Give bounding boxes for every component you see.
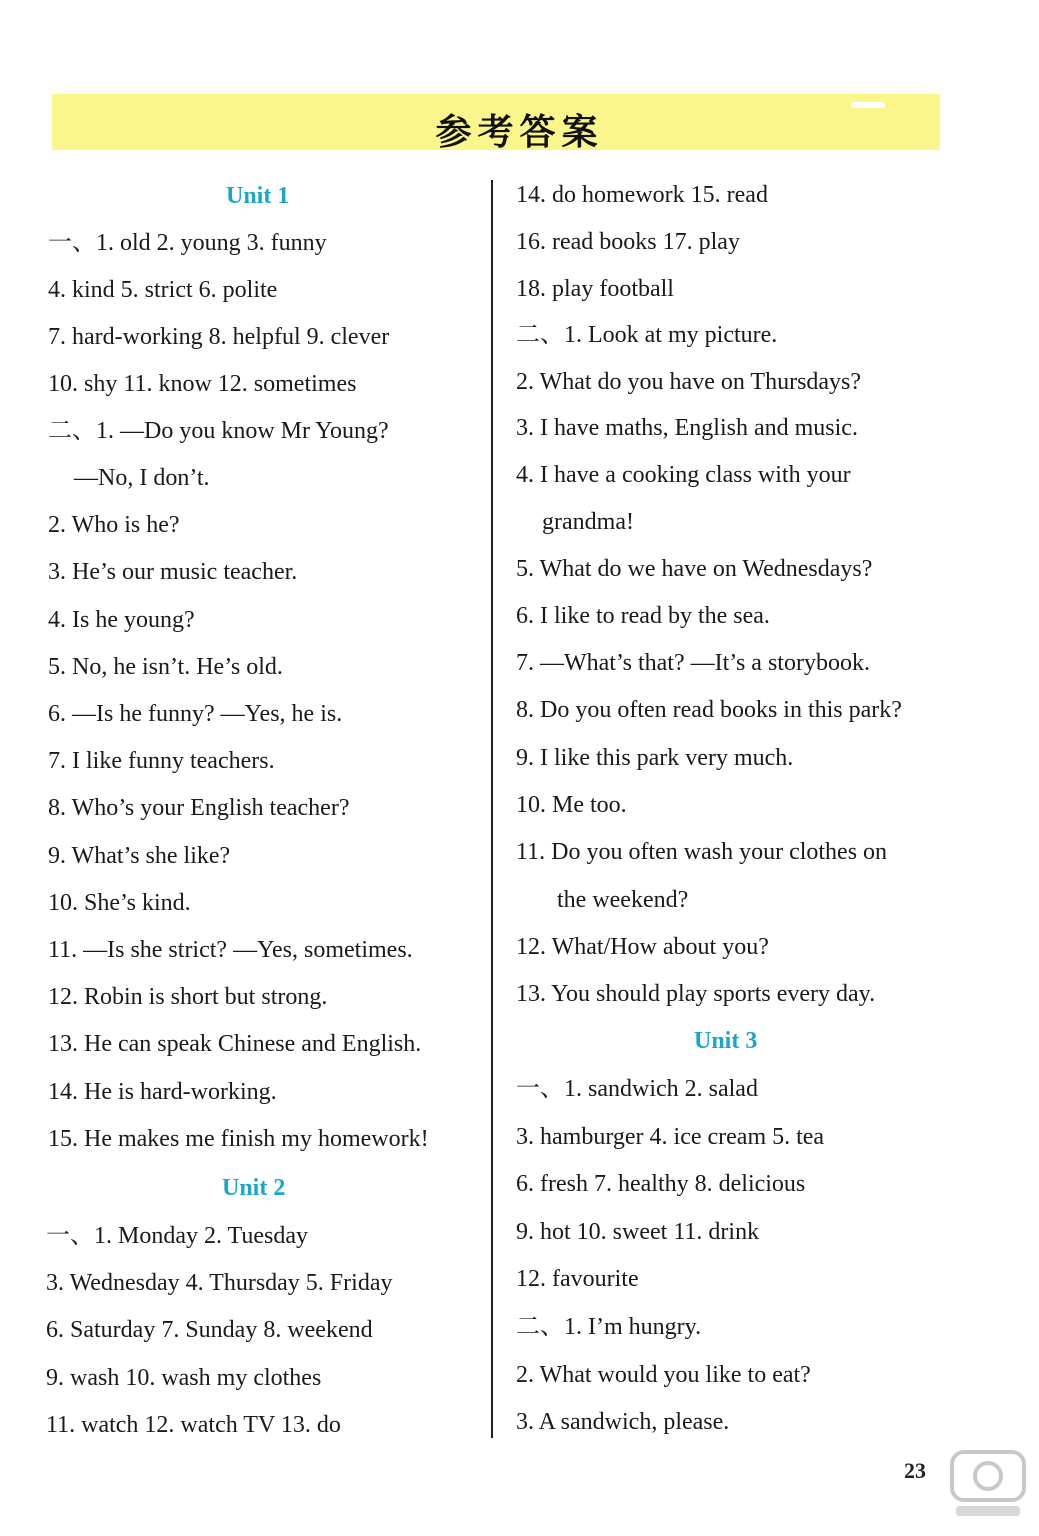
unit-3-heading: Unit 3 <box>694 1028 758 1054</box>
answer-line: 13. You should play sports every day. <box>516 981 876 1007</box>
answer-line: 11. Do you often wash your clothes on <box>516 839 888 865</box>
answer-line: 二、1. Look at my picture. <box>516 322 778 348</box>
answer-line: 一、1. old 2. young 3. funny <box>48 230 327 256</box>
answer-line: 6. Saturday 7. Sunday 8. weekend <box>46 1317 373 1343</box>
answer-line: 二、1. I’m hungry. <box>516 1314 702 1340</box>
answer-line: 14. do homework 15. read <box>516 182 768 208</box>
answer-line: 12. What/How about you? <box>516 934 769 960</box>
answer-line: 4. I have a cooking class with your <box>516 462 851 488</box>
answer-line: 11. —Is she strict? —Yes, sometimes. <box>48 937 413 963</box>
answer-line: 10. shy 11. know 12. sometimes <box>48 371 357 397</box>
answer-line: 6. fresh 7. healthy 8. delicious <box>516 1171 806 1197</box>
answer-line: 3. I have maths, English and music. <box>516 415 858 441</box>
answer-line: —No, I don’t. <box>74 465 210 491</box>
answer-line: 18. play football <box>516 276 674 302</box>
answer-line: 4. Is he young? <box>48 607 195 633</box>
answer-line: 2. What would you like to eat? <box>516 1362 811 1388</box>
answer-line: 15. He makes me finish my homework! <box>48 1126 429 1152</box>
answer-line: 12. Robin is short but strong. <box>48 984 328 1010</box>
answer-line: 3. A sandwich, please. <box>516 1409 730 1435</box>
answer-line: grandma! <box>542 509 634 535</box>
answer-line: 8. Who’s your English teacher? <box>48 795 350 821</box>
answer-line: 9. hot 10. sweet 11. drink <box>516 1219 760 1245</box>
answer-line: 二、1. —Do you know Mr Young? <box>48 418 389 444</box>
answer-line: 5. No, he isn’t. He’s old. <box>48 654 283 680</box>
answer-line: 5. What do we have on Wednesdays? <box>516 556 873 582</box>
answer-line: 6. I like to read by the sea. <box>516 603 770 629</box>
answer-line: 13. He can speak Chinese and English. <box>48 1031 422 1057</box>
answer-line: 一、1. Monday 2. Tuesday <box>46 1223 309 1249</box>
column-divider <box>491 180 493 1438</box>
answer-line: 2. What do you have on Thursdays? <box>516 369 862 395</box>
answer-line: 4. kind 5. strict 6. polite <box>48 277 278 303</box>
answer-line: 9. wash 10. wash my clothes <box>46 1365 322 1391</box>
answer-line: 6. —Is he funny? —Yes, he is. <box>48 701 343 727</box>
answer-line: 10. She’s kind. <box>48 890 191 916</box>
answer-line: 3. Wednesday 4. Thursday 5. Friday <box>46 1270 393 1296</box>
unit-2-heading: Unit 2 <box>222 1175 286 1201</box>
unit-1-heading: Unit 1 <box>226 183 290 209</box>
answer-line: 8. Do you often read books in this park? <box>516 697 902 723</box>
answer-line: 7. I like funny teachers. <box>48 748 275 774</box>
page-number: 23 <box>904 1458 926 1483</box>
answer-line: 7. hard-working 8. helpful 9. clever <box>48 324 390 350</box>
answer-line: the weekend? <box>557 887 689 913</box>
answer-line: 11. watch 12. watch TV 13. do <box>46 1412 341 1438</box>
answer-line: 3. He’s our music teacher. <box>48 559 298 585</box>
answer-line: 14. He is hard-working. <box>48 1079 277 1105</box>
answer-line: 一、1. sandwich 2. salad <box>516 1076 758 1102</box>
page-title: 参考答案 <box>435 112 604 153</box>
answer-line: 9. I like this park very much. <box>516 745 794 771</box>
answer-line: 2. Who is he? <box>48 512 180 538</box>
answer-line: 10. Me too. <box>516 792 627 818</box>
watermark-logo <box>948 1446 1028 1522</box>
answer-line: 16. read books 17. play <box>516 229 740 255</box>
answer-line: 7. —What’s that? —It’s a storybook. <box>516 650 870 676</box>
answer-line: 3. hamburger 4. ice cream 5. tea <box>516 1124 825 1150</box>
answer-line: 12. favourite <box>516 1266 639 1292</box>
answer-line: 9. What’s she like? <box>48 843 231 869</box>
